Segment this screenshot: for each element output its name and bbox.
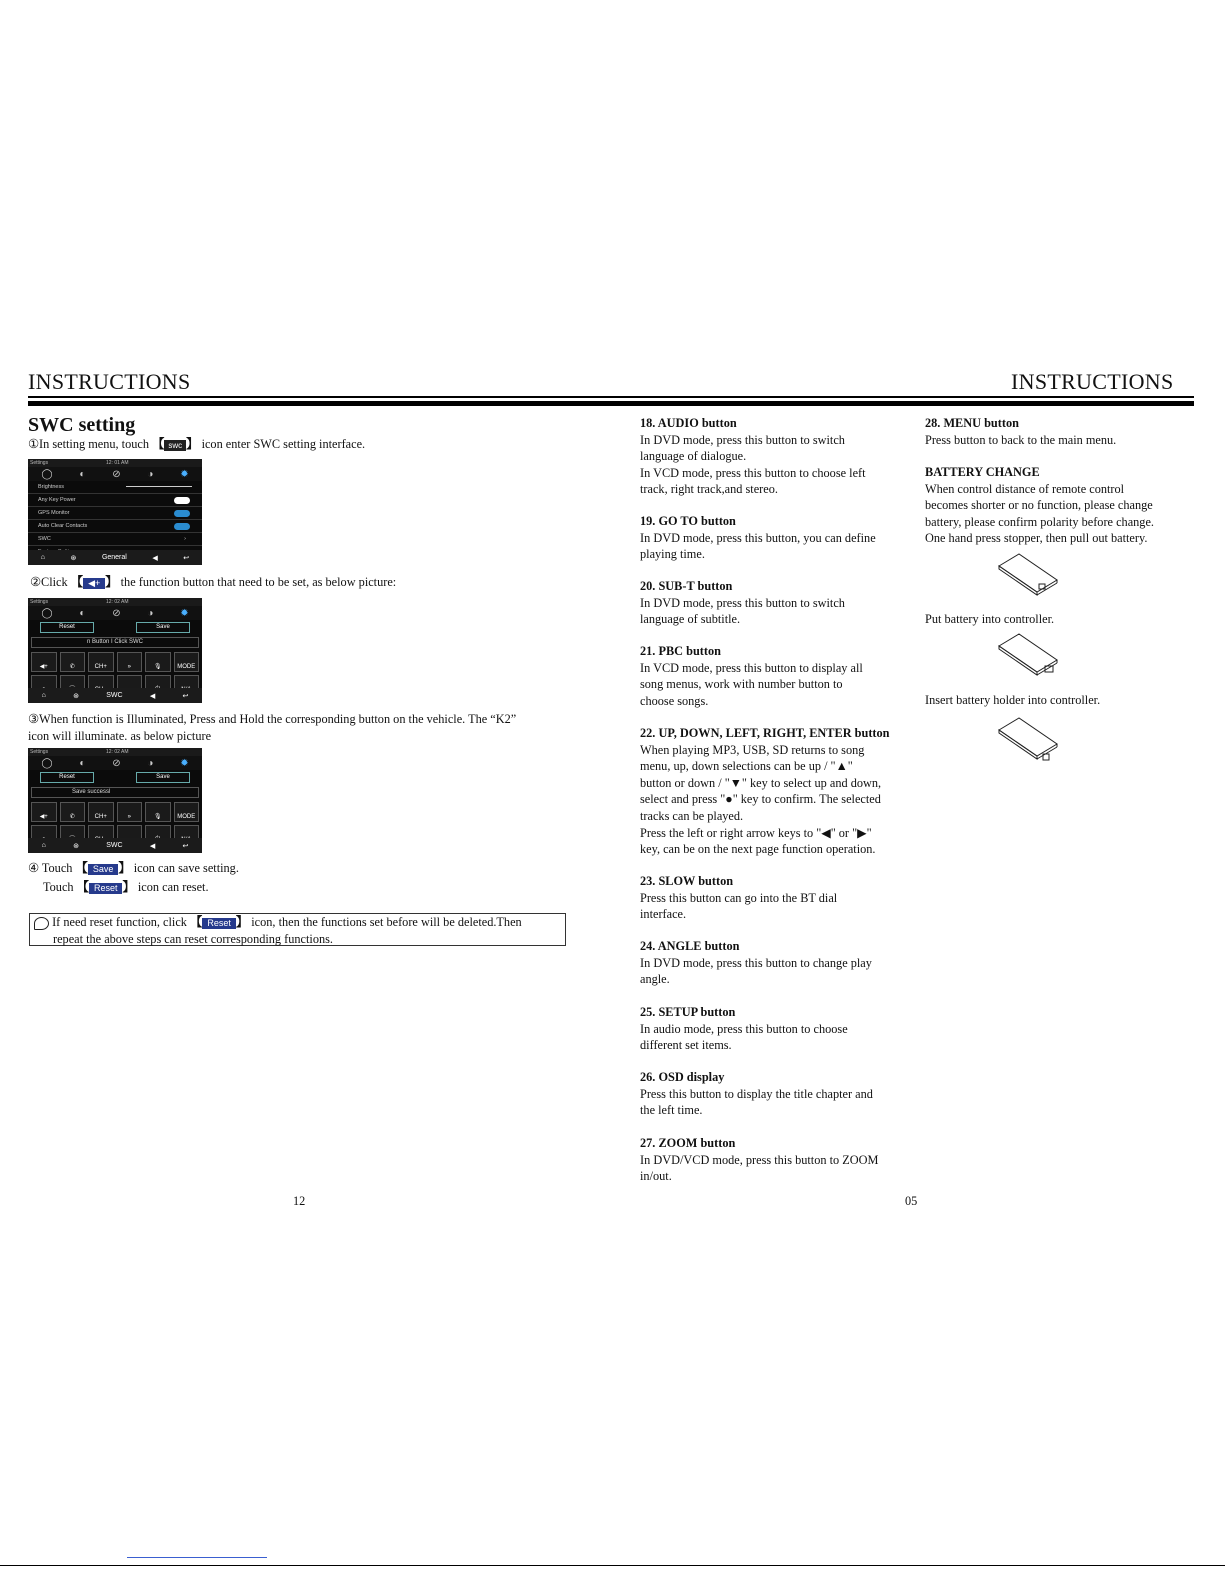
note-icon — [34, 917, 49, 930]
step3 — [28, 711, 573, 744]
setting-row-brightness: Brightness — [28, 481, 202, 494]
left-header-title: INSTRUCTIONS — [28, 369, 191, 394]
step4b-suffix: icon can reset. — [137, 880, 209, 894]
step1: ①In setting menu, touch 【 swc 】 icon enter SWC setting interface. — [28, 437, 366, 451]
settings-screen-general — [28, 459, 202, 565]
swc-screen-click — [28, 598, 202, 703]
status-bar: Settings 12: 02 AM — [28, 598, 202, 606]
section-26: 26. OSD display Press this button to display the title chapter and the left time. — [640, 1070, 873, 1118]
section-20: 20. SUB-T button In DVD mode, press this button to switch language of subtitle. — [640, 579, 845, 627]
battery-remove-illustration — [995, 552, 1063, 598]
screen-footer: ⌂ ⊛ SWC ◀ ↩ — [28, 838, 202, 853]
step4-suffix: icon can save setting. — [133, 861, 239, 875]
section-28-menu: 28. MENU button Press button to back to the main menu. — [925, 416, 1117, 447]
page-number-left: 12 — [293, 1194, 306, 1208]
step2: ②Click 【 ◀+ 】 the function button that need to be set, as below picture: — [30, 575, 397, 589]
step4-prefix: ④ Touch — [28, 861, 73, 875]
save-button: Save — [136, 772, 190, 783]
save-chip: Save — [88, 864, 119, 875]
step3-line1: ③When function is Illuminated, Press and Hold the corresponding button on the vehicle. The “K2” — [28, 712, 517, 726]
setting-row-swc: SWC › — [28, 533, 202, 546]
section-23: 23. SLOW button Press this button can go into the BT dial interface. — [640, 874, 838, 922]
step1-prefix: ①In setting menu, touch — [28, 437, 149, 451]
section-24: 24. ANGLE button In DVD mode, press this button to change play angle. — [640, 939, 872, 987]
settings-icon-bar: ◯ ◐ ⊘ ◑ ✹ — [28, 606, 202, 620]
footer-link-line — [127, 1557, 267, 1558]
swc-key-grid: ◀+ ✆ CH+ » 🎙 MODE — [28, 800, 202, 847]
step2-suffix: the function button that need to be set, as below picture: — [120, 575, 397, 589]
swc-chip: swc — [164, 440, 186, 451]
footer-rule — [0, 1565, 1225, 1566]
page-number-right: 05 — [905, 1194, 918, 1208]
swc-message: Save successl — [31, 787, 199, 798]
status-bar: Settings 12: 01 AM — [28, 459, 202, 467]
screen-footer: ⌂ ⊛ SWC ◀ ↩ — [28, 688, 202, 703]
step4b-prefix: Touch — [43, 880, 74, 894]
reset-button: Reset — [40, 622, 94, 633]
note-line2: repeat the above steps can reset corresponding functions. — [53, 931, 333, 946]
step4b: Touch 【 Reset 】 icon can reset. — [43, 880, 209, 894]
note-prefix: If need reset function, click — [52, 915, 187, 929]
swc-key-grid: ◀+ ✆ CH+ » 🎙 MODE — [28, 650, 202, 697]
reset-chip: Reset — [89, 883, 123, 894]
note-box: If need reset function, click 【 Reset 】 icon, then the functions set before will be deleted.Then repeat the above steps can reset corresponding functions. — [29, 913, 566, 946]
settings-icon-bar: ◯ ◐ ⊘ ◑ ✹ — [28, 756, 202, 770]
section-22: 22. UP, DOWN, LEFT, RIGHT, ENTER button When playing MP3, USB, SD returns to song menu, up, down selections can be up / "▲" button or down / "▼" key to select up and down, select and press "●" key to confirm. The selected tracks can be played. Press the left or right arrow keys to "◀" or "▶" key, can be on the next page function operation. — [640, 726, 890, 857]
settings-icon-bar: ◯ ◐ ⊘ ◑ ✹ — [28, 467, 202, 481]
swc-message: n Button I Click SWC — [31, 637, 199, 648]
header-rule-thick — [28, 401, 1194, 406]
step3-line2: icon will illuminate. as below picture — [28, 728, 212, 743]
swc-screen-saved — [28, 748, 202, 853]
reset-button: Reset — [40, 772, 94, 783]
note-reset-chip: Reset — [202, 918, 236, 929]
step2-prefix: ②Click — [30, 575, 68, 589]
step1-suffix: icon enter SWC setting interface. — [201, 437, 366, 451]
section-18: 18. AUDIO button In DVD mode, press this button to switch language of dialogue. In VCD mode, press this button to choose left track, right track,and stereo. — [640, 416, 866, 497]
section-battery-change: BATTERY CHANGE When control distance of remote control becomes shorter or no function, please change battery, please confirm polarity before change. One hand press stopper, then pull out battery. — [925, 465, 1154, 546]
setting-row-auto-clear: Auto Clear Contacts — [28, 520, 202, 533]
header-rule-thin — [28, 396, 1194, 398]
setting-row-any-key-power: Any Key Power — [28, 494, 202, 507]
battery-caption-2: Insert battery holder into controller. — [925, 693, 1101, 707]
screen-footer: ⌂ ⊛ General ◀ ↩ — [28, 550, 202, 565]
step4: ④ Touch 【 Save 】 icon can save setting. — [28, 861, 239, 875]
status-bar: Settings 12: 02 AM — [28, 748, 202, 756]
swc-setting-title: SWC setting — [28, 414, 136, 436]
section-21: 21. PBC button In VCD mode, press this button to display all song menus, work with number button to choose songs. — [640, 644, 863, 708]
section-27: 27. ZOOM button In DVD/VCD mode, press this button to ZOOM in/out. — [640, 1136, 879, 1184]
note-suffix: icon, then the functions set before will be deleted.Then — [251, 915, 522, 929]
battery-insert-illustration — [995, 632, 1063, 678]
volume-key-chip: ◀+ — [83, 578, 105, 589]
section-25: 25. SETUP button In audio mode, press this button to choose different set items. — [640, 1005, 848, 1053]
save-button: Save — [136, 622, 190, 633]
setting-row-gps-monitor: GPS Monitor — [28, 507, 202, 520]
section-19: 19. GO TO button In DVD mode, press this button, you can define playing time. — [640, 514, 876, 562]
right-header-title: INSTRUCTIONS — [1011, 369, 1174, 394]
battery-holder-illustration — [995, 716, 1063, 766]
battery-caption-1: Put battery into controller. — [925, 612, 1055, 626]
